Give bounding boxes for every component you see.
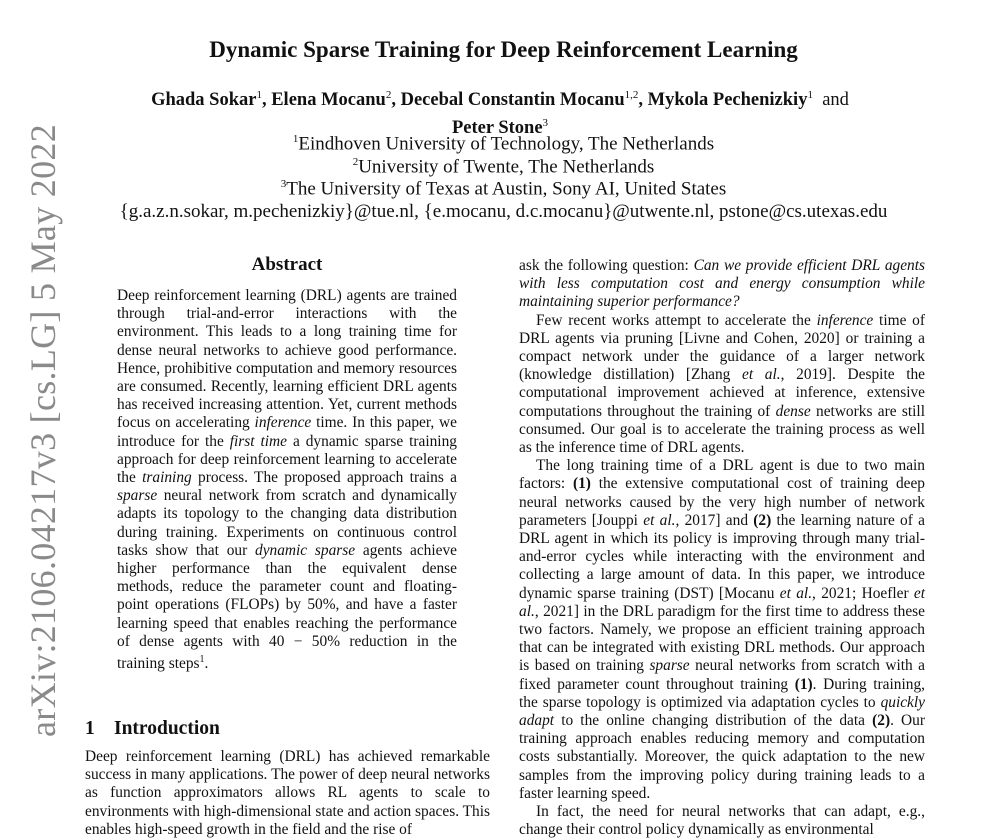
- affiliation-3: [0, 178, 1007, 200]
- section-number: 1: [85, 718, 95, 739]
- affil-text: Eindhoven University of Technology, The Netherlands: [298, 133, 715, 155]
- author-name: Peter Stone: [451, 118, 543, 139]
- author-affil-mark: 1: [807, 89, 813, 101]
- affil-text: University of Twente, The Netherlands: [358, 156, 655, 178]
- affil-mark: 3: [280, 178, 287, 190]
- author-name: Mykola Pechenizkiy: [647, 90, 808, 111]
- right-column: [519, 257, 925, 840]
- intro-paragraph: Deep reinforcement learning (DRL) has achieved remarkable success in many applications. The power of deep neural networks as function approximators allows RL agents to scale to environments with high-dimensional state and action spaces. This enables high-speed growth in the field and the rise of: [85, 748, 490, 838]
- body-paragraph: In fact, the need for neural networks that can adapt, e.g., change their control policy dynamically as environmental: [519, 803, 925, 839]
- body-paragraph: The long training time of a DRL agent is due to two main factors: (1) the extensive computational cost of training deep neural networks caused by the very high number of network parameters [Jouppi et al., 2017] and (2) the learning nature of a DRL agent in which its policy is improving through many trial-and-error cycles while interacting with the environment and collecting a large amount of data. In this paper, we introduce dynamic sparse training (DST) [Mocanu et al., 2021; Hoefler et al., 2021] in the DRL paradigm for the first time to address these two factors. Namely, we propose an efficient training approach that can be integrated with existing DRL methods. Our approach is based on training sparse neural networks from scratch with a fixed parameter count throughout training (1). During training, the sparse topology is optimized via adaptation cycles to quickly adapt to the online changing distribution of the data (2). Our training approach enables reducing memory and computation costs substantially. Moreover, the quick adaptation to the new samples from the improving policy during training leads to a faster learning speed.: [519, 457, 926, 802]
- author-name: Decebal Constantin Mocanu: [400, 90, 625, 111]
- paper-title: Dynamic Sparse Training for Deep Reinforcement Learning: [209, 37, 798, 62]
- email-line: {g.a.z.n.sokar, m.pechenizkiy}@tue.nl, {e.mocanu, d.c.mocanu}@utwente.nl, pstone@cs.utexas.edu: [119, 201, 888, 222]
- body-paragraph: Few recent works attempt to accelerate the inference time of DRL agents via pruning [Livne and Cohen, 2020] or training a compact network under the guidance of a larger network (knowledge distillation) [Zhang et al., 2019]. Despite the computational improvement achieved at inference, extensive computations throughout the training of dense networks are still consumed. Our goal is to accelerate the training process as well as the inference time of DRL agents.: [519, 311, 926, 457]
- affiliation-1: [0, 133, 1007, 155]
- section-heading-introduction: [85, 718, 220, 740]
- affil-mark: 1: [292, 133, 299, 145]
- abstract-body: Deep reinforcement learning (DRL) agents are trained through trial-and-error interactions with the environment. This leads to a long training time for dense neural networks to achieve good performance. Hence, prohibitive computation and memory resources are consumed. Recently, learning efficient DRL agents has received increasing attention. Yet, current methods focus on accelerating inference time. In this paper, we introduce for the first time a dynamic sparse training approach for deep reinforcement learning to accelerate the training process. The proposed approach trains a sparse neural network from scratch and dynamically adapts its topology to the changing data distribution during training. Experiments on continuous control tasks show that our dynamic sparse agents achieve higher performance than the equivalent dense methods, reduce the parameter count and floating-point operations (FLOPs) by 50%, and have a faster learning speed that enables reaching the performance of dense agents with 40 − 50% reduction in the training steps$^1$.: [117, 287, 457, 673]
- author-affil-mark: 1,2: [624, 89, 639, 101]
- arxiv-stamp: arXiv:2106.04217v3 [cs.LG] 5 May 2022: [23, 123, 63, 737]
- question-paragraph: ask the following question: Can we provide efficient DRL agents with less computation cost and energy consumption while maintaining superior performance?: [519, 257, 925, 311]
- section-title: Introduction: [114, 718, 220, 739]
- affil-mark: 2: [352, 156, 359, 168]
- author-conjunction: and: [822, 90, 849, 111]
- abstract-heading: Abstract: [251, 254, 323, 275]
- author-name: Elena Mocanu: [271, 90, 386, 111]
- author-affil-mark: 1: [256, 89, 262, 101]
- affiliation-2: [0, 156, 1007, 178]
- author-affil-mark: 3: [542, 117, 549, 130]
- author-affil-mark: 2: [385, 89, 392, 101]
- author-list: Ghada Sokar$^1$, Elena Mocanu$^2$, Decebal Constantin Mocanu$^{1,2}$, Mykola Pechenizkiy$^1$ and Peter Stone$^3$: [151, 89, 849, 139]
- affil-text: The University of Texas at Austin, Sony AI, United States: [286, 178, 727, 200]
- footnote-mark: 1: [199, 654, 205, 666]
- author-name: Ghada Sokar: [151, 90, 257, 111]
